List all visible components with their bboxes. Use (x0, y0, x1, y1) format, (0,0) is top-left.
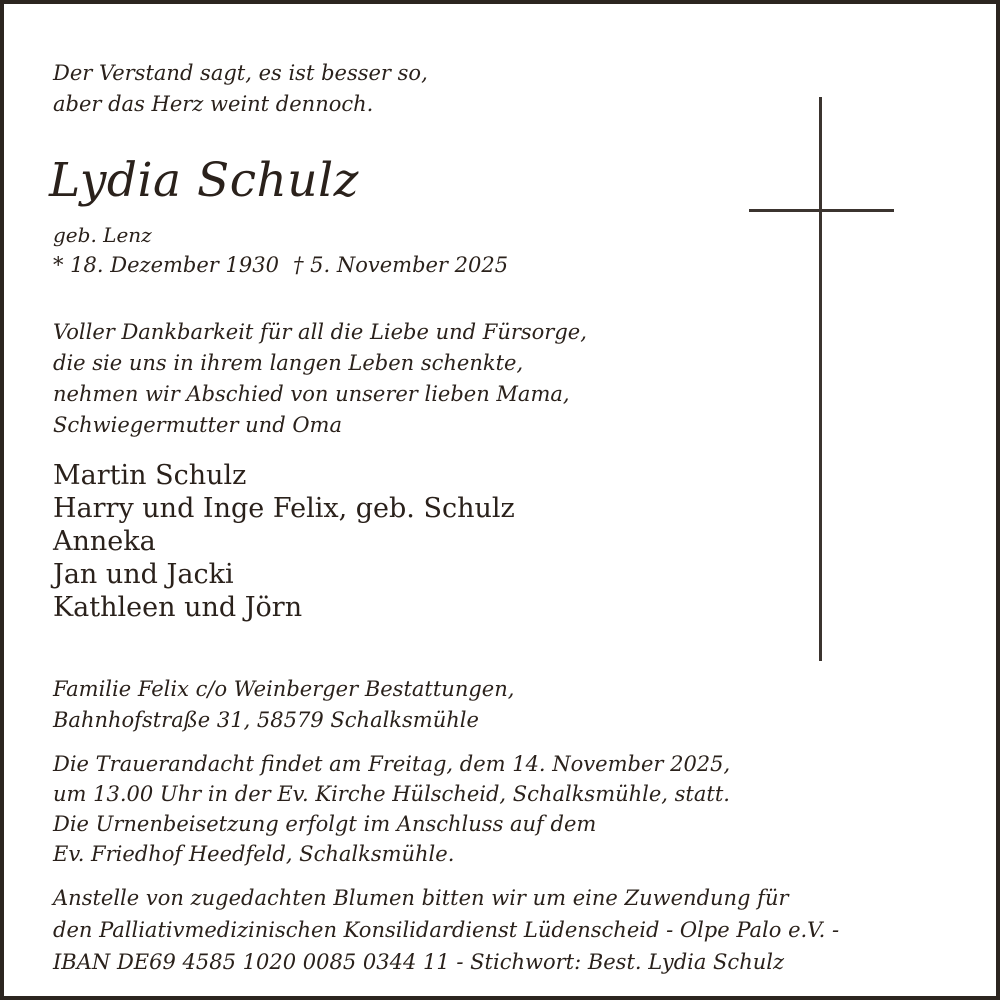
mourner-name: Kathleen und Jörn (53, 592, 303, 623)
mourner-name: Anneka (53, 526, 156, 557)
thanks-paragraph (53, 317, 587, 441)
birth-name: geb. Lenz (53, 223, 152, 247)
cross-vertical-beam (819, 97, 822, 661)
mourner-name: Jan und Jacki (53, 559, 234, 590)
service-line: Die Urnenbeisetzung erfolgt im Anschluss auf dem (53, 812, 597, 836)
donation-line: den Palliativmedizinischen Konsilidardienst Lüdenscheid - Olpe Palo e.V. - (53, 918, 840, 942)
mourner-name: Martin Schulz (53, 460, 247, 491)
service-line: um 13.00 Uhr in der Ev. Kirche Hülscheid, Schalksmühle, statt. (53, 782, 730, 806)
service-line: Die Trauerandacht findet am Freitag, dem 14. November 2025, (53, 752, 731, 776)
deceased-name: Lydia Schulz (49, 153, 359, 208)
thanks-line: die sie uns in ihrem langen Leben schenkte, (53, 351, 524, 375)
thanks-line: nehmen wir Abschied von unserer lieben Mama, (53, 382, 570, 406)
donation-line: IBAN DE69 4585 1020 0085 0344 11 - Stichwort: Best. Lydia Schulz (53, 950, 785, 974)
cross-horizontal-beam (749, 209, 894, 212)
death-date: † 5. November 2025 (292, 253, 509, 277)
mourner-name: Harry und Inge Felix, geb. Schulz (53, 493, 515, 524)
donation-request (53, 882, 839, 978)
service-line: Ev. Friedhof Heedfeld, Schalksmühle. (53, 842, 455, 866)
address-line: Familie Felix c/o Weinberger Bestattungen, (53, 677, 515, 701)
motto-verse (53, 58, 428, 120)
contact-address (53, 674, 514, 736)
motto-line: Der Verstand sagt, es ist besser so, (53, 61, 428, 85)
thanks-line: Schwiegermutter und Oma (53, 413, 342, 437)
mourners-list (53, 459, 515, 624)
thanks-line: Voller Dankbarkeit für all die Liebe und Fürsorge, (53, 320, 587, 344)
life-dates (53, 250, 508, 280)
motto-line: aber das Herz weint dennoch. (53, 92, 374, 116)
donation-line: Anstelle von zugedachten Blumen bitten wir um eine Zuwendung für (53, 886, 789, 910)
address-line: Bahnhofstraße 31, 58579 Schalksmühle (53, 708, 479, 732)
cross-icon (749, 97, 894, 661)
birth-date: * 18. Dezember 1930 (53, 253, 279, 277)
service-info (53, 749, 730, 869)
